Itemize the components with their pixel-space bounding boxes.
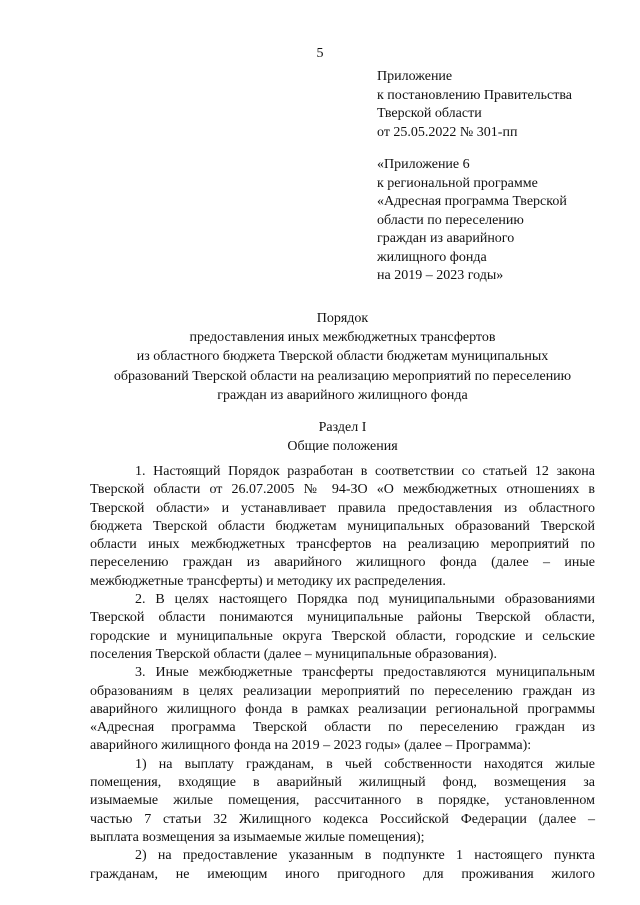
paragraph-line: частью 7 статьи 32 Жилищного кодекса Российской Федерации (далее – <box>90 811 595 827</box>
paragraph-line: 1. Настоящий Порядок разработан в соответствии со статьей 12 закона <box>135 464 595 479</box>
paragraph-line: образованиям в целях реализации мероприятий по переселению граждан из <box>90 683 595 699</box>
section-number: Раздел I <box>318 420 367 435</box>
paragraph-line: бюджета Тверской области бюджетам муниципальных образований Тверской <box>90 518 595 534</box>
appendix-program-header <box>377 156 632 286</box>
document-body <box>90 463 595 884</box>
paragraph-line: Тверской области от 26.07.2005 № 94-ЗО «О межбюджетных отношениях в <box>90 482 595 498</box>
paragraph-line: городские и муниципальные округа Тверской области, городские и сельские <box>90 628 595 644</box>
paragraph-line: 1) на выплату гражданам, в чьей собственности находятся жилые <box>135 756 595 772</box>
title-line: предоставления иных межбюджетных трансфертов <box>189 330 496 346</box>
paragraph-line: изымаемые жилые помещения, рассчитанного в порядке, установленном <box>90 793 595 809</box>
paragraph-line: 2) на предоставление указанным в подпункте 1 настоящего пункта <box>135 848 595 864</box>
title-line: Порядок <box>316 311 369 326</box>
paragraph-line: помещения, входящие в аварийный жилищный фонд, возмещения за <box>90 775 595 791</box>
appendix-header <box>377 68 632 142</box>
paragraph-line: выплата возмещения за изымаемые жилые помещения); <box>90 829 425 845</box>
appendix-line: от 25.05.2022 № 301-пп <box>377 124 518 140</box>
appendix-program-line: к региональной программе <box>377 175 538 191</box>
title-line: граждан из аварийного жилищного фонда <box>217 387 468 403</box>
section-heading <box>90 418 595 456</box>
appendix-program-line: на 2019 – 2023 годы» <box>377 268 504 283</box>
paragraph <box>90 847 595 884</box>
page-number: 5 <box>316 46 324 61</box>
appendix-program-line: «Приложение 6 <box>377 157 470 172</box>
paragraph-line: переселению граждан из аварийного жилищного фонда (далее – иные <box>90 555 595 571</box>
paragraph-line: «Адресная программа Тверской области по переселению граждан из <box>90 720 595 736</box>
appendix-program-line: «Адресная программа Тверской <box>377 194 567 209</box>
paragraph-line: Тверской области» и устанавливает правила предоставления из областного <box>90 500 595 516</box>
section-name: Общие положения <box>287 439 398 454</box>
paragraph <box>90 664 595 755</box>
title-line: из областного бюджета Тверской области бюджетам муниципальных <box>136 349 549 365</box>
title-line: образований Тверской области на реализацию мероприятий по переселению <box>113 368 572 384</box>
appendix-program-line: области по переселению <box>377 212 524 228</box>
paragraph-line: гражданам, не имеющим иного пригодного для проживания жилого <box>90 866 595 882</box>
paragraph-line: Тверской области понимаются муниципальные районы Тверской области, <box>90 610 595 626</box>
appendix-program-line: граждан из аварийного <box>377 231 515 246</box>
paragraph-line: аварийного жилищного фонда в рамках реализации региональной программы <box>90 701 595 717</box>
document-title <box>90 309 595 405</box>
paragraph-line: поселения Тверской области (далее – муниципальные образования). <box>90 646 497 662</box>
paragraph-line: 3. Иные межбюджетные трансферты предоставляются муниципальным <box>135 665 595 681</box>
paragraph-line: области иных межбюджетных трансфертов на реализацию мероприятий по <box>90 537 595 553</box>
appendix-line: Тверской области <box>377 106 482 121</box>
appendix-line: Приложение <box>377 69 453 84</box>
appendix-program-line: жилищного фонда <box>377 249 487 265</box>
paragraph-line: межбюджетные трансферты) и методику их распределения. <box>90 573 446 589</box>
paragraph <box>90 463 595 591</box>
appendix-line: к постановлению Правительства <box>377 87 573 103</box>
paragraph <box>90 756 595 847</box>
paragraph-line: 2. В целях настоящего Порядка под муниципальными образованиями <box>135 592 595 608</box>
paragraph <box>90 591 595 664</box>
paragraph-line: аварийного жилищного фонда на 2019 – 2023 годы» (далее – Программа): <box>90 738 532 754</box>
